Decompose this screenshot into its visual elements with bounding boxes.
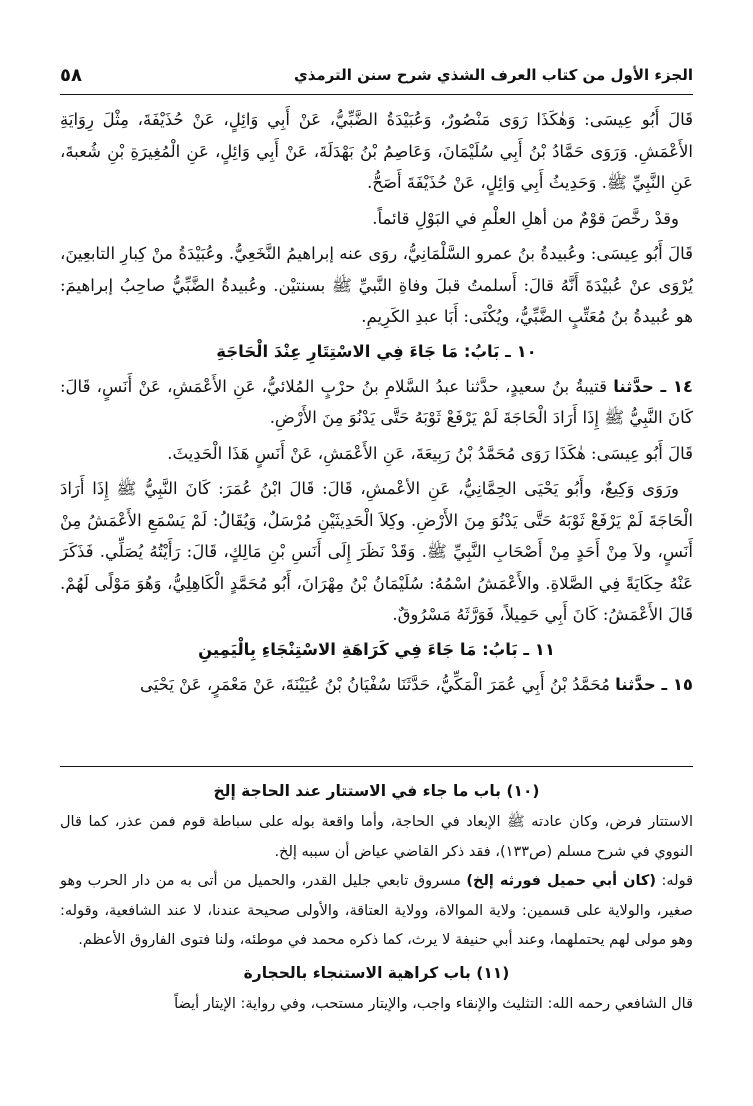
running-head: الجزء الأول من كتاب العرف الشذي شرح سنن الترمذي <box>294 66 693 84</box>
hadith-15-label: ١٥ ـ حدَّثنا <box>615 674 693 694</box>
chapter-heading-11: ١١ ـ بَابُ: مَا جَاءَ فِي كَرَاهَةِ الاسْتِنْجَاءِ بِالْيَمِينِ <box>198 639 555 659</box>
main-text <box>60 104 693 700</box>
commentary-heading-11: (١١) باب كراهية الاستنجاء بالحجارة <box>243 963 510 982</box>
hadith-14 <box>60 371 693 434</box>
hadith-14-label: ١٤ ـ حدَّثنا <box>613 376 694 396</box>
chapter-heading-10: ١٠ ـ بَابُ: مَا جَاءَ فِي الاسْتِتَارِ عِنْدَ الْحَاجَةِ <box>216 341 537 361</box>
paragraph-waki: ورَوَى وَكِيعٌ، وأَبُو يَحْيَى الحِمَّانِيُّ، عَنِ الأعْمشِ، قَالَ: قَالَ ابْنُ عُمَرَ: كَانَ النَّبِيُّ ﷺ إِذَا أَرَادَ الْحَاجَةَ لَمْ يَرْفَعْ ثَوْبَهُ حَتَّى يَدْنُوَ مِنَ الأَرْضِ. وكِلاَ الْحَدِيثَيْنِ مُرْسَلٌ، وَيُقَالُ: لَمْ يَسْمَعِ الأَعْمَشُ مِنْ أَنَسٍ، ولاَ مِنْ أَحَدٍ مِنْ أَصْحَابِ النَّبِيِّ ﷺ. وَقَدْ نَظَرَ إِلَى أَنَسِ بْنِ مَالِكٍ، قَالَ: رَأَيْتُهُ يُصَلِّي. فَذَكَرَ عَنْهُ حِكَايَةً فِي الصَّلاةِ. والأَعْمَشُ اسْمُهُ: سُلَيْمَانُ بْنُ مِهْرَانَ، أَبُو مُحَمَّدٍ الْكَاهِلِيُّ، وَهُوَ مَوْلًى لَهُمْ. قَالَ الأَعْمَشُ: كَانَ أَبِي حَمِيلاً، فَوَرَّثَهُ مَسْرُوقٌ. <box>60 479 693 624</box>
commentary-paragraph-3: قال الشافعي رحمه الله: التثليث والإنقاء واجب، والإيتار مستحب، وفي رواية: الإيتار أيضاً <box>174 995 693 1012</box>
commentary-heading-10: (١٠) باب ما جاء في الاستتار عند الحاجة إلخ <box>213 782 540 800</box>
hadith-15-text: مُحَمَّدُ بْنُ أَبِي عُمَرَ الْمَكِّيُّ، حَدَّثَنَا سُفْيَانُ بْنُ عُيَيْنَةَ، عَنْ مَعْمَرٍ، عَنْ يَحْيَى <box>139 674 616 694</box>
page-header <box>60 58 693 92</box>
commentary-2-text: مسروق تابعي جليل القدر، والحميل من أتى به من دار الحرب وهو صغير، والولاية على قسمين: ولاية الموالاة، وولاية العتاقة، والأولى صحيحة عندنا، لا عند الشافعية، وقوله: وهو مولى لهم يحتملهما، وعند أبي حنيفة لا يرث، كما ذكره محمد في موطئه، ولنا فتوى الفاروق الأعظم. <box>60 873 693 948</box>
commentary-2-quote: (كان أبي حميل فورثه إلخ) <box>466 873 656 889</box>
paragraph-abu-isa-2: قَالَ أَبُو عِيسَى: وعُبيدةُ بنُ عمرو السَّلْمَانِيُّ، روَى عنه إبراهيمُ النَّخَعِيُّ. وعُبَيْدَةُ منْ كِبارِ التابعِينَ، يُرْوَى عنْ عُبيْدَةَ أَنَّهُ قالَ: أَسلمتُ قبلَ وفاةِ النَّبيِّ ﷺ بسنتيْن. وعُبيدةُ الضَّبِّيُّ صاحِبُ إبراهيمَ: هو عُبيدةُ بنُ مُعَتِّبٍ الضَّبِّيُّ، ويُكْنَى: أَبَا عبدِ الكَرِيمِ. <box>60 244 693 326</box>
commentary-2-lead: قوله: <box>655 873 694 889</box>
commentary-section <box>60 774 693 1019</box>
hadith-14-text: قتيبةُ بنُ سعيدٍ، حدَّثنا عبدُ السَّلامِ بنُ حرْبٍ المُلائيُّ، عَنِ الأَعْمَشِ، عَنْ أَنَسٍ، قَالَ: كَانَ النَّبِيُّ ﷺ إِذَا أَرَادَ الْحَاجَةَ لَمْ يَرْفَعْ ثَوْبَهُ حَتَّى يَدْنُوَ مِنَ الأَرْضِ. <box>60 376 693 427</box>
page-number: ٥٨ <box>60 64 82 86</box>
hadith-15 <box>60 669 693 701</box>
paragraph-rukhsa: وقدْ رخَّصَ قوْمٌ من أهلِ العلْمِ في البَوْلِ قائماً. <box>372 208 679 228</box>
header-divider <box>60 94 693 95</box>
commentary-paragraph-2 <box>60 867 693 956</box>
commentary-paragraph-1: الاستتار فرض، وكان عادته ﷺ الإبعاد في الحاجة، وأما واقعة بوله على سباطة قوم فمن عذر، كما قال النووي في شرح مسلم (ص١٣٣)، فقد ذكر القاضي عياض أن سببه إلخ. <box>60 814 693 860</box>
commentary-divider <box>60 766 693 767</box>
paragraph-abu-isa-1: قَالَ أَبُو عِيسَى: وَهٰكَذَا رَوَى مَنْصُورٌ، وَعُبَيْدَةُ الضَّبِّيُّ، عَنْ أَبِي وَائِلٍ، عَنْ حُذَيْفَةَ، مِثْلَ رِوَايَةِ الأَعْمَشِ. وَرَوَى حَمَّادُ بْنُ أَبِي سُلَيْمَانَ، وَعَاصِمُ بْنُ بَهْدَلَةَ، عَنْ أَبِي وَائِلٍ، عَنِ الْمُغِيرَةِ بْنِ شُعبةَ، عَنِ النَّبِيِّ ﷺ. وَحَدِيثُ أَبِي وَائِلٍ، عَنْ حُذَيْفَةَ أَصَحُّ. <box>60 110 693 192</box>
paragraph-abu-isa-3: قَالَ أَبُو عِيسَى: هٰكَذَا رَوَى مُحَمَّدُ بْنُ رَبِيعَةَ، عَنِ الأَعْمَشِ، عَنْ أَنَسٍ هَذَا الْحَدِيثَ. <box>167 443 693 463</box>
